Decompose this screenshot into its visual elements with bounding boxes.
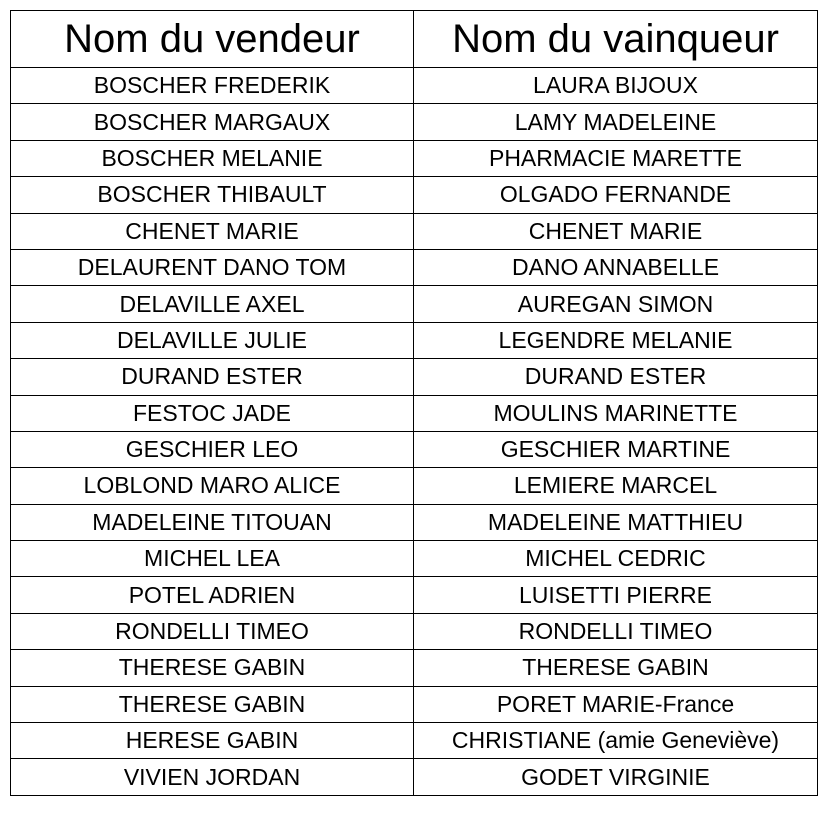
table-row xyxy=(11,286,818,322)
table-body xyxy=(11,68,818,796)
winner-cell: PORET MARIE-France xyxy=(414,686,818,722)
winner-cell: MOULINS MARINETTE xyxy=(414,395,818,431)
table-row xyxy=(11,104,818,140)
seller-cell: BOSCHER MARGAUX xyxy=(11,104,414,140)
seller-cell: FESTOC JADE xyxy=(11,395,414,431)
table-row xyxy=(11,177,818,213)
seller-cell: DURAND ESTER xyxy=(11,359,414,395)
table-row xyxy=(11,395,818,431)
winner-cell: THERESE GABIN xyxy=(414,650,818,686)
seller-cell: RONDELLI TIMEO xyxy=(11,613,414,649)
winner-cell: GODET VIRGINIE xyxy=(414,759,818,795)
seller-cell: BOSCHER THIBAULT xyxy=(11,177,414,213)
winner-cell: MICHEL CEDRIC xyxy=(414,541,818,577)
winner-cell: MADELEINE MATTHIEU xyxy=(414,504,818,540)
winner-cell: PHARMACIE MARETTE xyxy=(414,140,818,176)
spreadsheet-sheet xyxy=(10,10,818,796)
header-winner: Nom du vainqueur xyxy=(414,11,818,68)
winner-cell: RONDELLI TIMEO xyxy=(414,613,818,649)
winner-cell: DURAND ESTER xyxy=(414,359,818,395)
seller-cell: POTEL ADRIEN xyxy=(11,577,414,613)
seller-cell: THERESE GABIN xyxy=(11,650,414,686)
table-row xyxy=(11,759,818,795)
table-row xyxy=(11,213,818,249)
table-row xyxy=(11,686,818,722)
seller-cell: VIVIEN JORDAN xyxy=(11,759,414,795)
header-seller: Nom du vendeur xyxy=(11,11,414,68)
table-row xyxy=(11,68,818,104)
winner-cell: LEGENDRE MELANIE xyxy=(414,322,818,358)
seller-cell: MICHEL LEA xyxy=(11,541,414,577)
table-row xyxy=(11,541,818,577)
winner-cell: CHENET MARIE xyxy=(414,213,818,249)
seller-cell: THERESE GABIN xyxy=(11,686,414,722)
winner-cell: LEMIERE MARCEL xyxy=(414,468,818,504)
table-row xyxy=(11,359,818,395)
winner-cell: AUREGAN SIMON xyxy=(414,286,818,322)
winners-table xyxy=(10,10,818,796)
seller-cell: MADELEINE TITOUAN xyxy=(11,504,414,540)
winner-cell: DANO ANNABELLE xyxy=(414,249,818,285)
seller-cell: DELAVILLE JULIE xyxy=(11,322,414,358)
seller-cell: CHENET MARIE xyxy=(11,213,414,249)
winner-cell: CHRISTIANE (amie Geneviève) xyxy=(414,723,818,759)
seller-cell: HERESE GABIN xyxy=(11,723,414,759)
winner-cell: OLGADO FERNANDE xyxy=(414,177,818,213)
seller-cell: LOBLOND MARO ALICE xyxy=(11,468,414,504)
winner-cell: LAURA BIJOUX xyxy=(414,68,818,104)
seller-cell: BOSCHER FREDERIK xyxy=(11,68,414,104)
table-row xyxy=(11,249,818,285)
table-row xyxy=(11,723,818,759)
seller-cell: BOSCHER MELANIE xyxy=(11,140,414,176)
winner-cell: GESCHIER MARTINE xyxy=(414,431,818,467)
table-row xyxy=(11,613,818,649)
table-row xyxy=(11,650,818,686)
winner-cell: LAMY MADELEINE xyxy=(414,104,818,140)
table-row xyxy=(11,431,818,467)
table-row xyxy=(11,577,818,613)
table-row xyxy=(11,140,818,176)
seller-cell: DELAVILLE AXEL xyxy=(11,286,414,322)
winner-cell: LUISETTI PIERRE xyxy=(414,577,818,613)
table-row xyxy=(11,322,818,358)
seller-cell: DELAURENT DANO TOM xyxy=(11,249,414,285)
table-row xyxy=(11,468,818,504)
header-row xyxy=(11,11,818,68)
seller-cell: GESCHIER LEO xyxy=(11,431,414,467)
table-row xyxy=(11,504,818,540)
